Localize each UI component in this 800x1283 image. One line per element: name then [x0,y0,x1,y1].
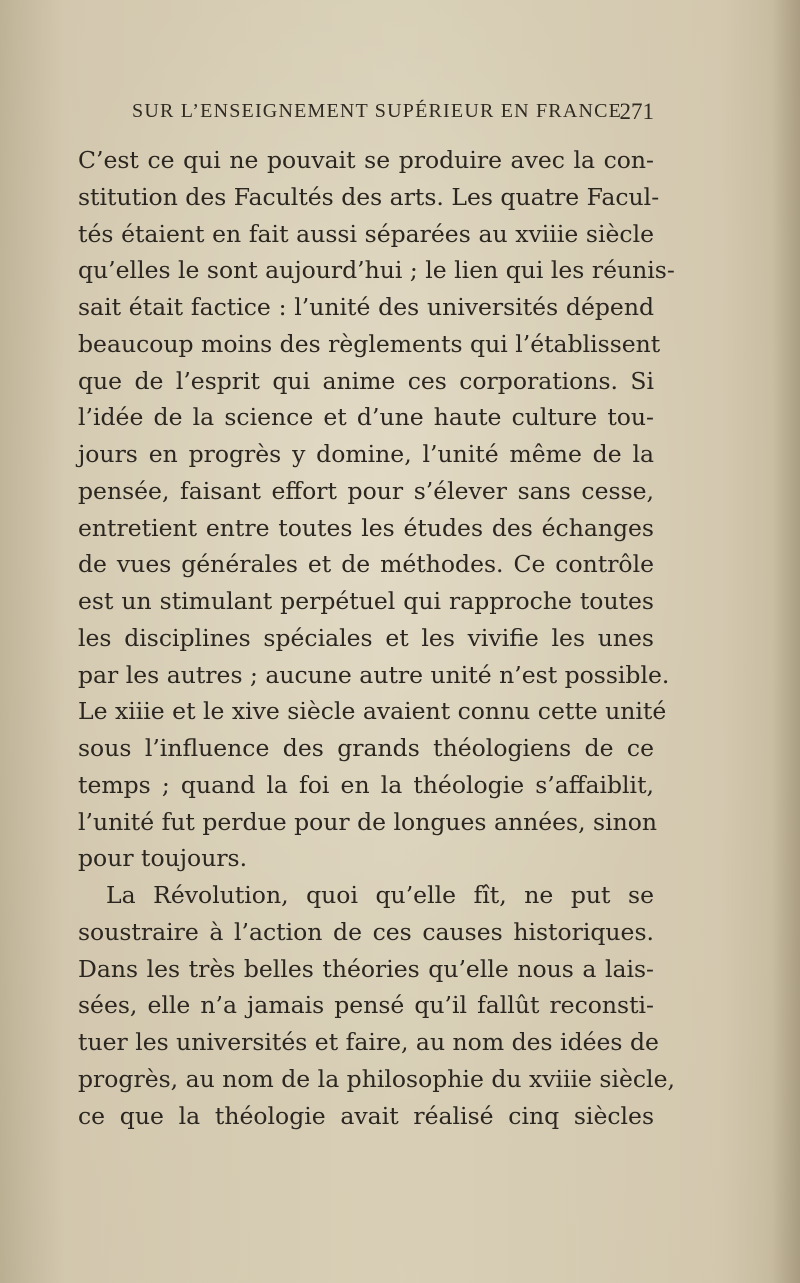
text-line: soustraire à l’action de ces causes historiques. [78,917,654,946]
text-line: l’idée de la science et d’une haute culture tou- [78,403,654,432]
text-line: jours en progrès y domine, l’unité même de la [78,440,654,468]
text-line: pour toujours. [78,844,248,873]
text-line: les disciplines spéciales et les vivifie les unes [78,623,654,652]
text-line: C’est ce qui ne pouvait se produire avec la con- [78,146,654,174]
text-line: est un stimulant perpétuel qui rapproche toutes [78,587,654,615]
text-line: que de l’esprit qui anime ces corporations. Si [78,366,654,395]
page-edge-shadow [772,0,800,1283]
text-line: tuer les universités et faire, au nom des idées de [78,1028,659,1056]
running-head [132,100,654,130]
text-line: stitution des Facultés des arts. Les quatre Facul- [78,182,660,211]
text-line: beaucoup moins des règlements qui l’établissent [78,329,661,358]
text-line: temps ; quand la foi en la théologie s’affaiblit, [78,770,654,799]
body-text [78,142,675,1134]
text-line: Dans les très belles théories qu’elle nous a lais- [78,954,654,983]
text-line: entretient entre toutes les études des échanges [78,513,654,542]
text-line: pensée, faisant effort pour s’élever sans cesse, [78,476,654,505]
page-number: 271 [619,99,654,124]
text-line: ce que la théologie avait réalisé cinq siècles [78,1101,654,1130]
running-title: SUR L’ENSEIGNEMENT SUPÉRIEUR EN FRANCE [132,100,623,122]
text-line: sous l’influence des grands théologiens de ce [78,734,654,762]
text-line: Le xiiie et le xive siècle avaient connu cette unité [78,697,667,726]
text-line: qu’elles le sont aujourd’hui ; le lien qui les réunis- [78,256,675,285]
text-line: La Révolution, quoi qu’elle fît, ne put se [106,881,654,909]
text-line: sait était factice : l’unité des universités dépend [78,293,654,321]
text-line: sées, elle n’a jamais pensé qu’il fallût reconsti- [78,991,654,1020]
text-line: par les autres ; aucune autre unité n’est possible. [78,660,670,689]
text-line: progrès, au nom de la philosophie du xviiie siècle, [78,1064,675,1093]
text-line: tés étaient en fait aussi séparées au xviiie siècle [78,219,654,248]
text-line: l’unité fut perdue pour de longues années, sinon [78,807,658,836]
text-line: de vues générales et de méthodes. Ce contrôle [78,550,654,579]
